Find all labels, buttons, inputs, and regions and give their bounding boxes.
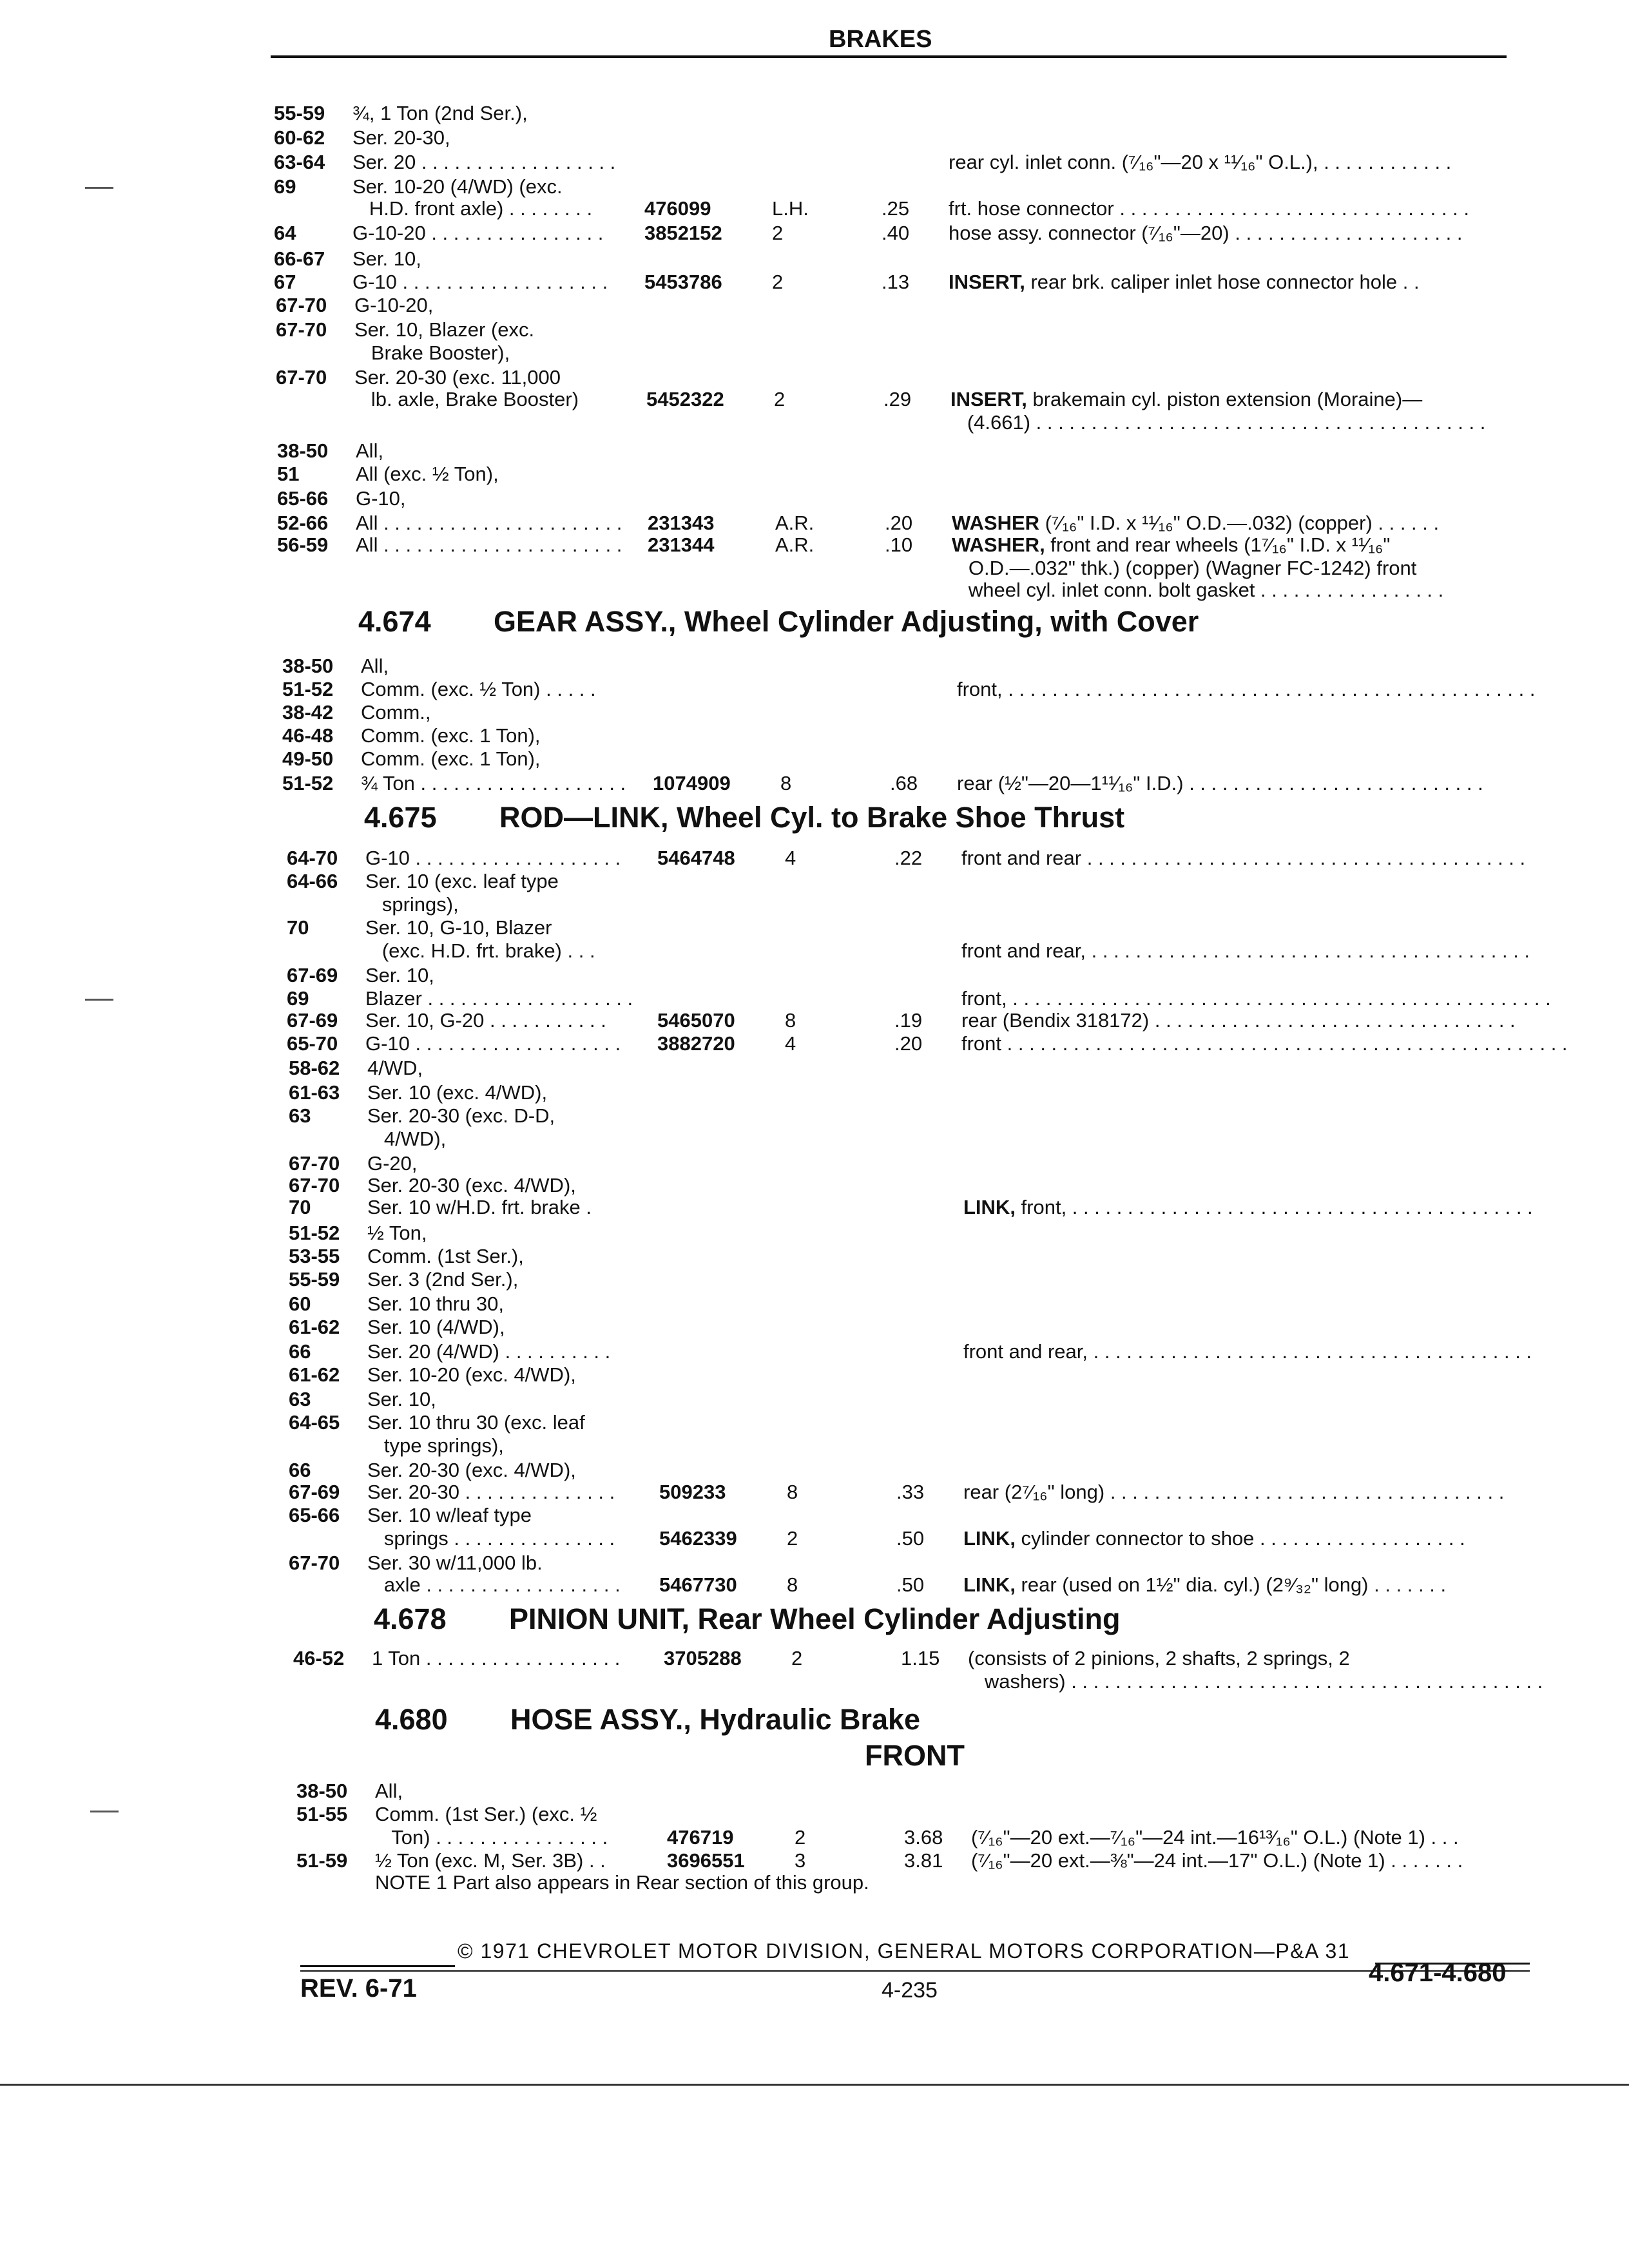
- model-years: 63: [289, 1104, 311, 1127]
- section-number: 4.674: [358, 605, 431, 638]
- application: Comm. (1st Ser.),: [367, 1245, 524, 1267]
- model-years: 67-69: [287, 964, 338, 986]
- quantity: 4: [785, 847, 796, 869]
- footer-rule-mid: [300, 1970, 1530, 1972]
- application: ¾, 1 Ton (2nd Ser.),: [352, 102, 528, 124]
- application: Ser. 10 thru 30 (exc. leaf: [367, 1411, 585, 1434]
- application: Ser. 10 thru 30,: [367, 1293, 504, 1315]
- application: ¾ Ton . . . . . . . . . . . . . . . . . . .: [361, 772, 626, 794]
- description: [950, 389, 1422, 409]
- application: springs . . . . . . . . . . . . . . .: [367, 1527, 615, 1550]
- model-years: 52-66: [277, 512, 329, 534]
- model-years: 67-69: [287, 1009, 338, 1032]
- section-number: 4.678: [374, 1602, 447, 1635]
- part-keyword: LINK,: [963, 1196, 1016, 1218]
- application: Ser. 30 w/11,000 lb.: [367, 1552, 543, 1574]
- description: (⁷⁄₁₆"—20 ext.—⅜"—24 int.—17" O.L.) (Note 1) . . . . . . .: [971, 1849, 1463, 1872]
- quantity: A.R.: [775, 512, 815, 534]
- model-years: 51-52: [289, 1222, 340, 1244]
- part-number: 3705288: [664, 1647, 742, 1669]
- model-years: 67-70: [276, 318, 327, 341]
- application: Ser. 20 . . . . . . . . . . . . . . . . . .: [352, 151, 616, 173]
- model-years: 55-59: [289, 1268, 340, 1291]
- section-number: 4.680: [375, 1703, 448, 1736]
- model-years: 67-70: [276, 366, 327, 389]
- application: G-20,: [367, 1152, 418, 1175]
- application: Ton) . . . . . . . . . . . . . . . .: [375, 1826, 608, 1849]
- model-years: 69: [287, 987, 309, 1010]
- description: rear (½"—20—1¹¹⁄₁₆" I.D.) . . . . . . . . . . . . . . . . . . . . . . . . . . .: [957, 772, 1483, 794]
- description: hose assy. connector (⁷⁄₁₆"—20) . . . . . . . . . . . . . . . . . . . . .: [949, 222, 1463, 244]
- application: Ser. 20-30 (exc. 4/WD),: [367, 1174, 576, 1196]
- model-years: 53-55: [289, 1245, 340, 1267]
- part-description: rear brk. caliper inlet hose connector hole . .: [1025, 271, 1420, 293]
- model-years: 67-69: [289, 1481, 340, 1503]
- application: Ser. 20-30 . . . . . . . . . . . . . .: [367, 1481, 615, 1503]
- application: Ser. 10,: [367, 1388, 436, 1410]
- description: front, . . . . . . . . . . . . . . . . . . . . . . . . . . . . . . . . . . . . . . . . . . . . . . . .: [957, 678, 1536, 700]
- description: [963, 1528, 1465, 1548]
- model-years: 67: [274, 271, 296, 293]
- application: Ser. 10-20 (exc. 4/WD),: [367, 1363, 576, 1386]
- description: [952, 513, 1439, 533]
- price: .25: [882, 197, 910, 220]
- description: rear cyl. inlet conn. (⁷⁄₁₆"—20 x ¹¹⁄₁₆" O.L.), . . . . . . . . . . . .: [949, 151, 1452, 173]
- application: All,: [356, 439, 384, 462]
- application: NOTE 1 Part also appears in Rear section of this group.: [375, 1871, 869, 1894]
- application: Ser. 20 (4/WD) . . . . . . . . . .: [367, 1340, 611, 1363]
- model-years: 66-67: [274, 247, 325, 270]
- application: G-10-20 . . . . . . . . . . . . . . . .: [352, 222, 604, 244]
- model-years: 67-70: [289, 1152, 340, 1175]
- quantity: 8: [787, 1481, 798, 1503]
- model-years: 60-62: [274, 126, 325, 149]
- quantity: 2: [772, 271, 784, 293]
- part-number: 231343: [648, 512, 715, 534]
- part-number: 5464748: [657, 847, 735, 869]
- price: .19: [894, 1009, 923, 1032]
- application: Ser. 10 w/H.D. frt. brake .: [367, 1196, 592, 1218]
- quantity: 2: [774, 388, 786, 410]
- application: (exc. H.D. frt. brake) . . .: [365, 939, 595, 962]
- model-years: 51-52: [282, 772, 334, 794]
- part-number: 3882720: [657, 1032, 735, 1055]
- price: .40: [882, 222, 910, 244]
- description: front and rear . . . . . . . . . . . . . . . . . . . . . . . . . . . . . . . . . . . . . . . .: [961, 847, 1526, 869]
- page-number: 4-235: [882, 1978, 938, 2003]
- part-description: cylinder connector to shoe . . . . . . . . . . . . . . . . . . .: [1015, 1527, 1465, 1550]
- part-number: 5453786: [644, 271, 722, 293]
- part-keyword: INSERT,: [949, 271, 1025, 293]
- application: All (exc. ½ Ton),: [356, 463, 499, 485]
- model-years: 51-55: [296, 1803, 348, 1825]
- part-number: 3852152: [644, 222, 722, 244]
- description: (⁷⁄₁₆"—20 ext.—⁷⁄₁₆"—24 int.—16¹³⁄₁₆" O.L.) (Note 1) . . .: [971, 1826, 1459, 1849]
- application: ½ Ton,: [367, 1222, 427, 1244]
- part-number: 509233: [659, 1481, 726, 1503]
- application: Ser. 20-30 (exc. D-D,: [367, 1104, 555, 1127]
- price: .68: [890, 772, 918, 794]
- part-number: 5462339: [659, 1527, 737, 1550]
- model-years: 63: [289, 1388, 311, 1410]
- part-keyword: INSERT,: [950, 388, 1027, 410]
- model-years: 61-62: [289, 1316, 340, 1338]
- application: Ser. 10,: [365, 964, 434, 986]
- model-years: 67-70: [289, 1552, 340, 1574]
- margin-mark: [85, 999, 113, 1001]
- application: Ser. 10 (4/WD),: [367, 1316, 505, 1338]
- application: Comm. (1st Ser.) (exc. ½: [375, 1803, 597, 1825]
- description: front . . . . . . . . . . . . . . . . . . . . . . . . . . . . . . . . . . . . . . . . . . . . . . . . . . .: [961, 1032, 1568, 1055]
- description: [963, 1575, 1446, 1595]
- model-years: 64-66: [287, 870, 338, 892]
- description: wheel cyl. inlet conn. bolt gasket . . . . . . . . . . . . . . . . .: [952, 579, 1444, 601]
- application: Ser. 20-30 (exc. 4/WD),: [367, 1459, 576, 1481]
- description: front and rear, . . . . . . . . . . . . . . . . . . . . . . . . . . . . . . . . . . . . . . . .: [961, 939, 1530, 962]
- revision-label: REV. 6-71: [300, 1974, 417, 2003]
- model-years: 46-48: [282, 724, 334, 747]
- part-description: rear (used on 1½" dia. cyl.) (2⁹⁄₃₂" long) . . . . . . .: [1015, 1573, 1447, 1596]
- description: (4.661) . . . . . . . . . . . . . . . . . . . . . . . . . . . . . . . . . . . . . . . . .: [950, 411, 1486, 434]
- application: G-10-20,: [354, 294, 434, 316]
- application: All . . . . . . . . . . . . . . . . . . . . . .: [356, 533, 622, 556]
- description: front, . . . . . . . . . . . . . . . . . . . . . . . . . . . . . . . . . . . . . . . . . . . . . . . . .: [961, 987, 1551, 1010]
- description: frt. hose connector . . . . . . . . . . . . . . . . . . . . . . . . . . . . . . . .: [949, 197, 1469, 220]
- part-number: 5465070: [657, 1009, 735, 1032]
- part-keyword: LINK,: [963, 1527, 1016, 1550]
- section-title: PINION UNIT, Rear Wheel Cylinder Adjusting: [509, 1602, 1121, 1635]
- application: Comm. (exc. ½ Ton) . . . . .: [361, 678, 596, 700]
- application: Comm.,: [361, 701, 431, 724]
- price: .22: [894, 847, 923, 869]
- model-years: 55-59: [274, 102, 325, 124]
- description: [949, 272, 1420, 292]
- model-years: 70: [289, 1196, 311, 1218]
- description: front and rear, . . . . . . . . . . . . . . . . . . . . . . . . . . . . . . . . . . . . . . . .: [963, 1340, 1532, 1363]
- part-number: 476099: [644, 197, 711, 220]
- description: washers) . . . . . . . . . . . . . . . . . . . . . . . . . . . . . . . . . . . . . . . . . . .: [968, 1670, 1543, 1693]
- description: [963, 1197, 1533, 1217]
- application: 4/WD),: [367, 1128, 447, 1150]
- application: springs),: [365, 893, 459, 916]
- application: Ser. 10 (exc. 4/WD),: [367, 1081, 548, 1104]
- application: 4/WD,: [367, 1057, 423, 1079]
- application: Ser. 10,: [352, 247, 421, 270]
- model-years: 67-70: [276, 294, 327, 316]
- price: .50: [896, 1573, 925, 1596]
- application: Ser. 3 (2nd Ser.),: [367, 1268, 519, 1291]
- part-number: 3696551: [667, 1849, 745, 1872]
- application: G-10 . . . . . . . . . . . . . . . . . . .: [365, 1032, 621, 1055]
- margin-mark: [90, 1811, 119, 1812]
- application: Comm. (exc. 1 Ton),: [361, 747, 541, 770]
- model-years: 64: [274, 222, 296, 244]
- price: .10: [885, 533, 913, 556]
- application: lb. axle, Brake Booster): [354, 388, 579, 410]
- model-years: 38-50: [296, 1780, 348, 1802]
- application: Ser. 10, Blazer (exc.: [354, 318, 535, 341]
- application: axle . . . . . . . . . . . . . . . . . .: [367, 1573, 621, 1596]
- application: H.D. front axle) . . . . . . . .: [352, 197, 593, 220]
- part-number: 1074909: [653, 772, 731, 794]
- model-years: 38-50: [282, 655, 334, 677]
- model-years: 66: [289, 1459, 311, 1481]
- quantity: 2: [791, 1647, 803, 1669]
- application: Ser. 10-20 (4/WD) (exc.: [352, 175, 563, 198]
- price: 3.81: [904, 1849, 943, 1872]
- application: All . . . . . . . . . . . . . . . . . . . . . .: [356, 512, 622, 534]
- quantity: 2: [795, 1826, 806, 1849]
- price: .33: [896, 1481, 925, 1503]
- header-rule: [271, 55, 1507, 58]
- application: G-10 . . . . . . . . . . . . . . . . . . .: [352, 271, 608, 293]
- model-years: 61-62: [289, 1363, 340, 1386]
- part-keyword: WASHER,: [952, 533, 1045, 556]
- model-years: 51-59: [296, 1849, 348, 1872]
- quantity: 2: [772, 222, 784, 244]
- model-years: 65-70: [287, 1032, 338, 1055]
- price: 1.15: [901, 1647, 940, 1669]
- application: Ser. 20-30 (exc. 11,000: [354, 366, 561, 389]
- section-title: GEAR ASSY., Wheel Cylinder Adjusting, with Cover: [494, 605, 1199, 638]
- model-years: 60: [289, 1293, 311, 1315]
- application: G-10,: [356, 487, 406, 510]
- description: rear (Bendix 318172) . . . . . . . . . . . . . . . . . . . . . . . . . . . . . . . . .: [961, 1009, 1516, 1032]
- model-years: 65-66: [289, 1504, 340, 1526]
- quantity: 8: [787, 1573, 798, 1596]
- model-years: 67-70: [289, 1174, 340, 1196]
- model-years: 64-70: [287, 847, 338, 869]
- model-years: 46-52: [293, 1647, 345, 1669]
- subsection-heading: FRONT: [865, 1739, 965, 1772]
- model-years: 70: [287, 916, 309, 939]
- quantity: 4: [785, 1032, 796, 1055]
- model-years: 66: [289, 1340, 311, 1363]
- model-years: 58-62: [289, 1057, 340, 1079]
- model-years: 64-65: [289, 1411, 340, 1434]
- running-head: BRAKES: [829, 26, 932, 53]
- application: Ser. 20-30,: [352, 126, 450, 149]
- description: rear (2⁷⁄₁₆" long) . . . . . . . . . . . . . . . . . . . . . . . . . . . . . . . . . . . .: [963, 1481, 1505, 1503]
- section-number: 4.675: [364, 801, 437, 834]
- quantity: 8: [780, 772, 792, 794]
- application: Ser. 10, G-10, Blazer: [365, 916, 552, 939]
- quantity: L.H.: [772, 197, 809, 220]
- footer-rule-left: [300, 1965, 455, 1967]
- application: Ser. 10, G-20 . . . . . . . . . . .: [365, 1009, 606, 1032]
- application: Brake Booster),: [354, 341, 510, 364]
- part-number: 476719: [667, 1826, 734, 1849]
- quantity: 3: [795, 1849, 806, 1872]
- model-years: 69: [274, 175, 296, 198]
- section-title: HOSE ASSY., Hydraulic Brake: [510, 1703, 921, 1736]
- margin-mark: [85, 187, 113, 189]
- part-description: (⁷⁄₁₆" I.D. x ¹¹⁄₁₆" O.D.—.032) (copper) . . . . . .: [1039, 512, 1440, 534]
- part-description: brakemain cyl. piston extension (Moraine)—: [1027, 388, 1423, 410]
- price: .29: [883, 388, 912, 410]
- application: Ser. 10 (exc. leaf type: [365, 870, 559, 892]
- model-years: 63-64: [274, 151, 325, 173]
- quantity: A.R.: [775, 533, 815, 556]
- application: All,: [375, 1780, 403, 1802]
- part-description: front and rear wheels (1⁷⁄₁₆" I.D. x ¹¹⁄₁₆": [1045, 533, 1391, 556]
- part-number: 231344: [648, 533, 715, 556]
- page-bottom-line: [0, 2084, 1629, 2086]
- price: .13: [882, 271, 910, 293]
- application: Blazer . . . . . . . . . . . . . . . . . . .: [365, 987, 633, 1010]
- model-years: 38-50: [277, 439, 329, 462]
- model-years: 56-59: [277, 533, 329, 556]
- model-years: 49-50: [282, 747, 334, 770]
- price: 3.68: [904, 1826, 943, 1849]
- application: G-10 . . . . . . . . . . . . . . . . . . .: [365, 847, 621, 869]
- description: O.D.—.032" thk.) (copper) (Wagner FC-1242) front: [952, 557, 1417, 579]
- model-years: 65-66: [277, 487, 329, 510]
- application: 1 Ton . . . . . . . . . . . . . . . . . .: [372, 1647, 621, 1669]
- model-years: 61-63: [289, 1081, 340, 1104]
- part-number: 5452322: [646, 388, 724, 410]
- model-years: 51: [277, 463, 300, 485]
- quantity: 8: [785, 1009, 796, 1032]
- copyright-notice: © 1971 CHEVROLET MOTOR DIVISION, GENERAL MOTORS CORPORATION—P&A 31: [458, 1939, 1351, 1963]
- part-number: 5467730: [659, 1573, 737, 1596]
- application: type springs),: [367, 1434, 504, 1457]
- quantity: 2: [787, 1527, 798, 1550]
- application: Ser. 10 w/leaf type: [367, 1504, 532, 1526]
- part-keyword: WASHER: [952, 512, 1040, 534]
- application: Comm. (exc. 1 Ton),: [361, 724, 541, 747]
- description: (consists of 2 pinions, 2 shafts, 2 springs, 2: [968, 1647, 1350, 1669]
- application: All,: [361, 655, 389, 677]
- part-description: front, . . . . . . . . . . . . . . . . . . . . . . . . . . . . . . . . . . . . . . . . . .: [1015, 1196, 1533, 1218]
- part-keyword: LINK,: [963, 1573, 1016, 1596]
- section-title: ROD—LINK, Wheel Cyl. to Brake Shoe Thrust: [499, 801, 1125, 834]
- model-years: 51-52: [282, 678, 334, 700]
- description: [952, 535, 1390, 555]
- section-range: 4.671-4.680: [1369, 1959, 1507, 1987]
- price: .20: [894, 1032, 923, 1055]
- application: ½ Ton (exc. M, Ser. 3B) . .: [375, 1849, 606, 1872]
- model-years: 38-42: [282, 701, 334, 724]
- price: .50: [896, 1527, 925, 1550]
- price: .20: [885, 512, 913, 534]
